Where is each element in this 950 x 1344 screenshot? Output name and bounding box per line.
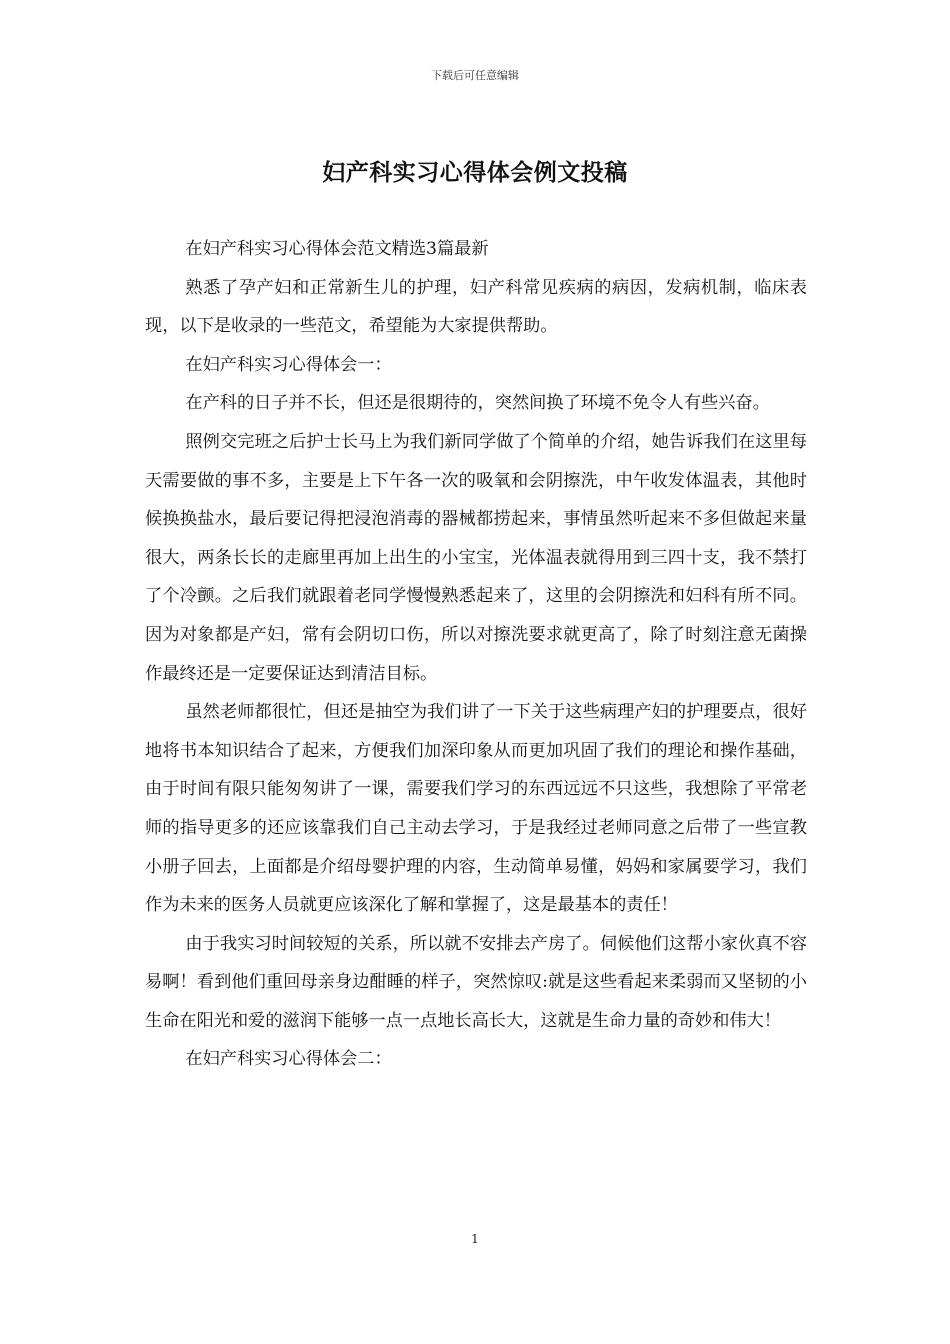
paragraph: 照例交完班之后护士长马上为我们新同学做了个简单的介绍，她告诉我们在这里每天需要做的事不多，主要是上下午各一次的吸氧和会阴擦洗，中午收发体温表，其他时候换换盐水，最后要记得把浸泡消毒的器械都捞起来，事情虽然听起来不多但做起来量很大，两条长长的走廊里再加上出生的小宝宝，光体温表就得用到三四十支，我不禁打了个冷颤。之后我们就跟着老同学慢慢熟悉起来了，这里的会阴擦洗和妇科有所不同。因为对象都是产妇，常有会阴切口伤，所以对擦洗要求就更高了，除了时刻注意无菌操作最终还是一定要保证达到清洁目标。 <box>145 431 807 684</box>
paragraph: 在妇产科实习心得体会二： <box>185 1049 392 1070</box>
document-body <box>145 230 807 1079</box>
page-header: 下载后可任意编辑 <box>431 69 519 82</box>
paragraph: 虽然老师都很忙，但还是抽空为我们讲了一下关于这些病理产妇的护理要点，很好地将书本知识结合了起来，方便我们加深印象从而更加巩固了我们的理论和操作基础，由于时间有限只能匆匆讲了一课，需要我们学习的东西远远不只这些，我想除了平常老师的指导更多的还应该靠我们自己主动去学习，于是我经过老师同意之后带了一些宣教小册子回去，上面都是介绍母婴护理的内容，生动简单易懂，妈妈和家属要学习，我们作为未来的医务人员就更应该深化了解和掌握了，这是最基本的责任！ <box>145 702 807 916</box>
paragraph: 由于我实习时间较短的关系，所以就不安排去产房了。伺候他们这帮小家伙真不容易啊！看到他们重回母亲身边酣睡的样子，突然惊叹:就是这些看起来柔弱而又坚韧的小生命在阳光和爱的滋润下能够一点一点地长高长大，这就是生命力量的奇妙和伟大！ <box>145 933 807 1031</box>
paragraph: 在产科的日子并不长，但还是很期待的，突然间换了环境不免令人有些兴奋。 <box>185 393 770 414</box>
paragraph: 在妇产科实习心得体会一： <box>185 354 392 375</box>
document-title: 妇产科实习心得体会例文投稿 <box>322 159 628 186</box>
paragraph: 熟悉了孕产妇和正常新生儿的护理，妇产科常见疾病的病因，发病机制，临床表现，以下是收录的一些范文，希望能为大家提供帮助。 <box>145 277 807 337</box>
paragraph: 在妇产科实习心得体会范文精选3篇最新 <box>185 239 489 259</box>
page-number: 1 <box>471 1232 479 1246</box>
